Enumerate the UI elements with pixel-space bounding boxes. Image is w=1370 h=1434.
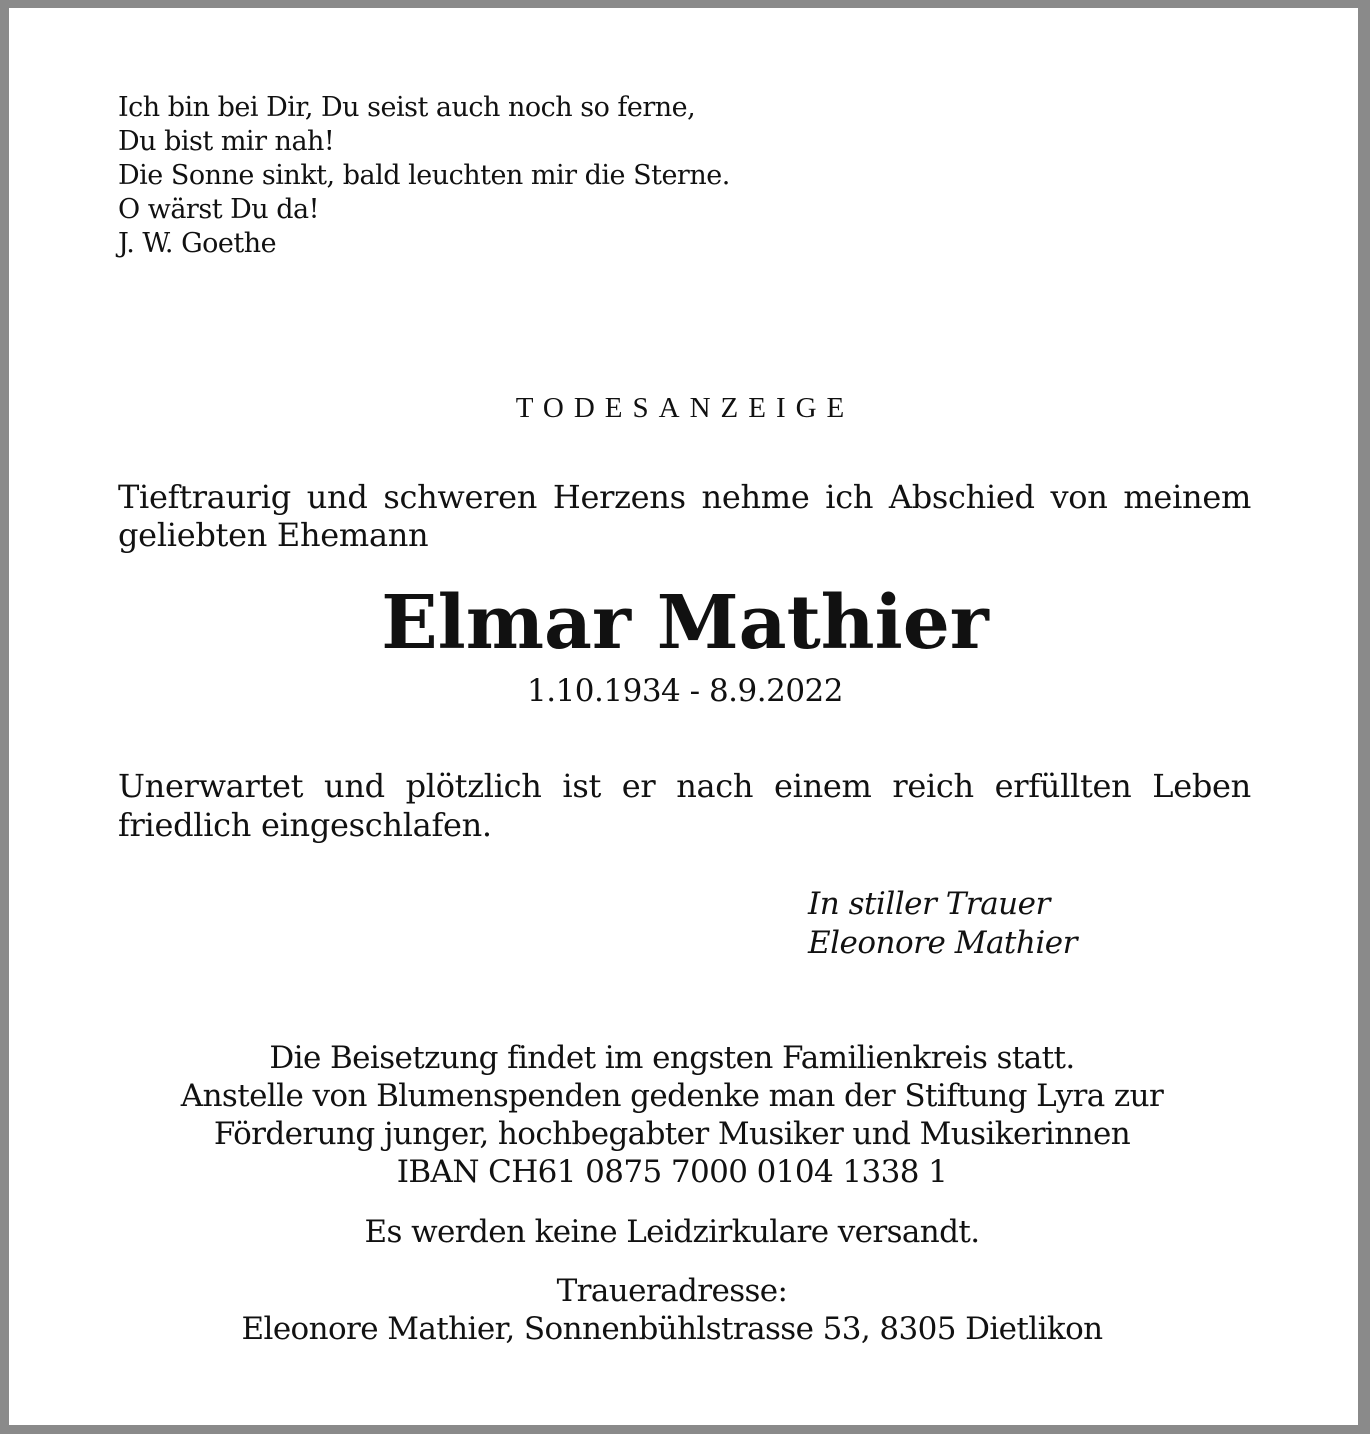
deceased-name: Elmar Mathier bbox=[381, 580, 989, 666]
goethe-poem bbox=[118, 91, 730, 261]
poem-line: Die Sonne sinkt, bald leuchten mir die Sterne. bbox=[118, 160, 730, 191]
iban-line: IBAN CH61 0875 7000 0104 1338 1 bbox=[396, 1154, 948, 1190]
poem-line: Du bist mir nah! bbox=[118, 126, 335, 157]
mourners-block bbox=[808, 885, 1077, 963]
mourning-address bbox=[9, 1272, 1335, 1348]
info-line: Die Beisetzung findet im engsten Familienkreis statt. bbox=[269, 1040, 1075, 1076]
poem-author: J. W. Goethe bbox=[118, 228, 277, 259]
address-label: Traueradresse: bbox=[556, 1273, 788, 1309]
mourner-name: Eleonore Mathier bbox=[808, 925, 1077, 961]
mourning-phrase: In stiller Trauer bbox=[808, 886, 1050, 922]
funeral-info bbox=[9, 1039, 1335, 1191]
info-line: Förderung junger, hochbegabter Musiker und Musikerinnen bbox=[213, 1116, 1131, 1152]
notice-heading: TODESANZEIGE bbox=[515, 392, 855, 424]
address-value: Eleonore Mathier, Sonnenbühlstrasse 53, 8305 Dietlikon bbox=[241, 1311, 1103, 1347]
passing-text: Unerwartet und plötzlich ist er nach einem reich erfüllten Leben friedlich eingeschlafen. bbox=[118, 767, 1251, 844]
intro-text: Tieftraurig und schweren Herzens nehme ich Abschied von meinem geliebten Ehemann bbox=[118, 478, 1251, 554]
poem-line: Ich bin bei Dir, Du seist auch noch so ferne, bbox=[118, 92, 696, 123]
info-line: Anstelle von Blumenspenden gedenke man der Stiftung Lyra zur bbox=[180, 1078, 1164, 1114]
no-circulars-note: Es werden keine Leidzirkulare versandt. bbox=[364, 1214, 980, 1250]
death-notice-page bbox=[9, 8, 1358, 1425]
life-dates: 1.10.1934 - 8.9.2022 bbox=[527, 673, 843, 709]
poem-line: O wärst Du da! bbox=[118, 194, 319, 225]
